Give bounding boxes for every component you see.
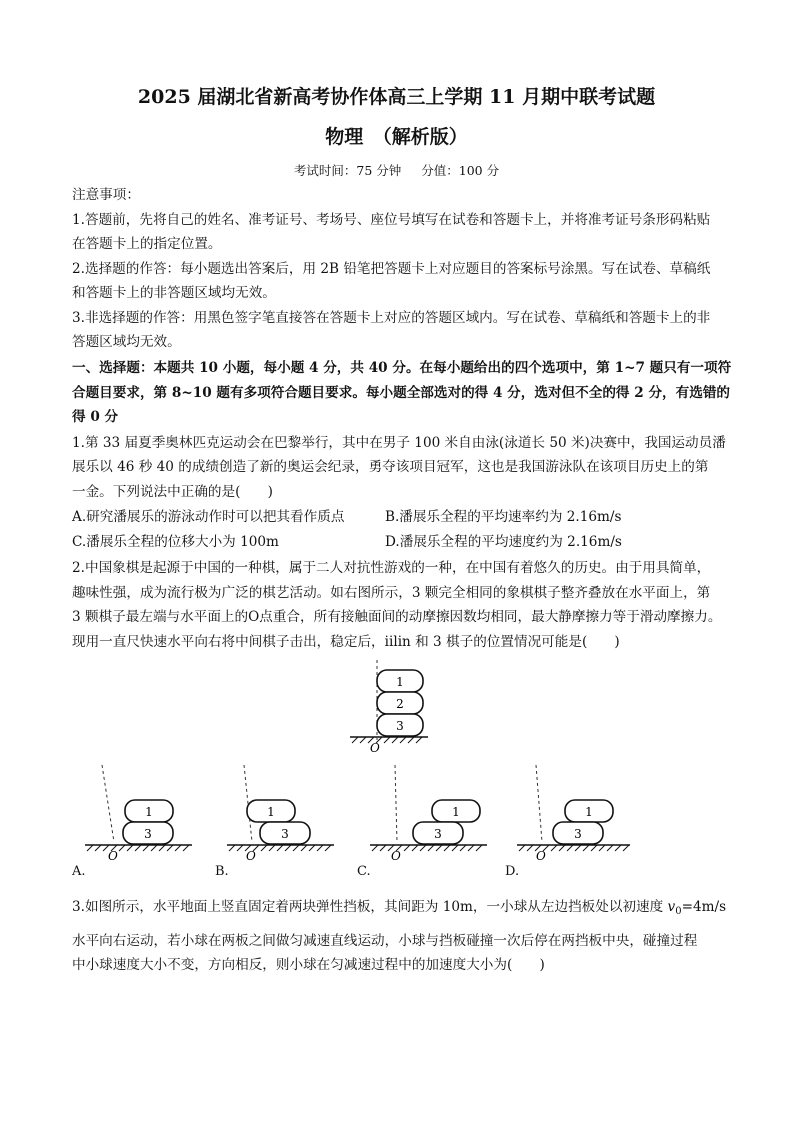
q1-option-b[interactable]: B.潘展乐全程的平均速率约为 2.16m/s: [385, 509, 622, 525]
piece-1-label: 1: [452, 805, 460, 819]
notes-heading: 注意事项：: [72, 187, 140, 203]
q2-option-c-label[interactable]: C.: [357, 864, 371, 879]
velocity-subscript: 0: [675, 906, 682, 917]
notes-line: 1.答题前，先将自己的姓名、准考证号、考场号、座位号填写在试卷和答题卡上，并将准考证号条形码粘贴: [72, 212, 711, 228]
exam-time: 考试时间：75 分钟: [293, 163, 402, 178]
q1-option-d[interactable]: D.潘展乐全程的平均速度约为 2.16m/s: [385, 534, 622, 550]
q2-stem: 趣味性强，成为流行极为广泛的棋艺活动。如右图所示，3 颗完全相同的象棋棋子整齐叠放在水平面上，第: [72, 585, 711, 601]
q2-main-figure: [340, 660, 430, 752]
exam-meta: [0, 161, 793, 179]
point-o-label: O: [370, 741, 380, 752]
notes-line: 2.选择题的作答：每小题选出答案后，用 2B 铅笔把答题卡上对应题目的答案标号涂黑。写在试卷、草稿纸: [72, 261, 711, 277]
exam-title: 2025 届湖北省新高考协作体高三上学期 11 月期中联考试题: [137, 86, 656, 108]
piece-3-label: 3: [574, 827, 582, 841]
velocity-symbol: v: [667, 899, 676, 915]
exam-subtitle: 物理 （解析版）: [325, 126, 468, 148]
q1-stem: 展乐以 46 秒 40 的成绩创造了新的奥运会纪录，勇夺该项目冠军，这也是我国游泳队在该项目历史上的第: [72, 459, 709, 475]
piece-1-label: 1: [145, 805, 153, 819]
q3-stem: 中小球速度大小不变，方向相反，则小球在匀减速过程中的加速度大小为( ): [72, 957, 545, 973]
q2-option-a-label[interactable]: A.: [72, 864, 86, 879]
section-heading: 合题目要求，第 8~10 题有多项符合题目要求。每小题全部选对的得 4 分，选对但不全的得 2 分，有选错的: [72, 385, 731, 401]
point-o-label: O: [391, 849, 401, 860]
notes-line: 在答题卡上的指定位置。: [72, 236, 222, 252]
piece-1-label: 1: [585, 805, 593, 819]
piece-2-label: 2: [396, 697, 404, 711]
q1-stem: 1.第 33 届夏季奥林匹克运动会在巴黎举行，其中在男子 100 米自由泳(泳道长 50 米)决赛中，我国运动员潘: [72, 435, 726, 451]
section-heading: 一、选择题：本题共 10 小题，每小题 4 分，共 40 分。在每小题给出的四个选项中，第 1~7 题只有一项符: [72, 360, 732, 376]
q2-stem: 现用一直尺快速水平向右将中间棋子击出，稳定后，iilin 和 3 棋子的位置情况可能是( ): [72, 634, 620, 650]
piece-1-label: 1: [267, 805, 275, 819]
piece-1-label: 1: [396, 675, 404, 689]
q3-stem-post: =4m/s: [681, 899, 727, 915]
notes-line: 和答题卡上的非答题区域均无效。: [72, 285, 276, 301]
q1-option-a[interactable]: A.研究潘展乐的游泳动作时可以把其看作质点: [72, 509, 345, 525]
piece-3-label: 3: [281, 827, 289, 841]
q1-option-c[interactable]: C.潘展乐全程的位移大小为 100m: [72, 534, 279, 550]
q2-option-a-figure[interactable]: [80, 760, 200, 860]
point-o-label: O: [246, 849, 256, 860]
section-heading: 得 0 分: [72, 409, 119, 425]
q2-option-d-label[interactable]: D.: [505, 864, 520, 879]
q3-stem: [72, 895, 727, 925]
piece-3-label: 3: [144, 827, 152, 841]
q3-stem: 水平向右运动，若小球在两板之间做匀减速直线运动，小球与挡板碰撞一次后停在两挡板中央，碰撞过程: [72, 933, 698, 949]
notes-line: 3.非选择题的作答：用黑色签字笔直接答在答题卡上对应的答题区域内。写在试卷、草稿纸和答题卡上的非: [72, 310, 711, 326]
piece-3-label: 3: [396, 719, 404, 733]
q3-stem-pre: 3.如图所示，水平地面上竖直固定着两块弹性挡板，其间距为 10m，一小球从左边挡板处以初速度: [72, 899, 668, 915]
q2-option-d-figure[interactable]: [512, 760, 637, 860]
q1-stem: 一金。下列说法中正确的是( ): [72, 484, 273, 500]
piece-3-label: 3: [434, 827, 442, 841]
point-o-label: O: [108, 849, 118, 860]
q2-option-c-figure[interactable]: [365, 760, 495, 860]
q2-stem: 3 颗棋子最左端与水平面上的O点重合，所有接触面间的动摩擦因数均相同，最大静摩擦力等于滑动摩擦力。: [72, 609, 722, 625]
point-o-label: O: [536, 849, 546, 860]
q2-option-b-figure[interactable]: [222, 760, 342, 860]
exam-score: 分值：100 分: [421, 163, 500, 178]
notes-line: 答题区域均无效。: [72, 334, 181, 350]
q2-option-b-label[interactable]: B.: [215, 864, 229, 879]
q2-stem: 2.中国象棋是起源于中国的一种棋，属于二人对抗性游戏的一种，在中国有着悠久的历史。由于用具简单，: [72, 560, 711, 576]
